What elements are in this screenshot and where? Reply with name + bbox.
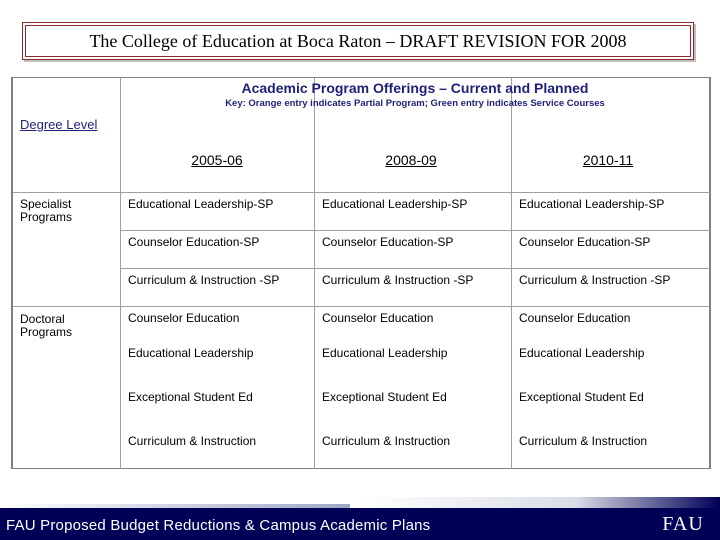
degree-level-label: Degree Level [20, 117, 98, 132]
program-cell: Counselor Education [322, 311, 434, 325]
group-label-doctoral: Doctoral Programs [20, 312, 73, 339]
program-cell: Educational Leadership [322, 346, 448, 360]
program-cell: Curriculum & Instruction -SP [519, 273, 671, 287]
table-divider [13, 306, 710, 307]
table-divider [511, 78, 512, 469]
fau-logo: FAU [662, 513, 704, 535]
program-cell: Curriculum & Instruction [519, 434, 648, 448]
program-cell: Curriculum & Instruction [322, 434, 451, 448]
program-cell: Educational Leadership-SP [519, 197, 665, 211]
program-cell: Educational Leadership-SP [322, 197, 468, 211]
year-header: 2008-09 [385, 152, 437, 168]
program-cell: Curriculum & Instruction -SP [322, 273, 474, 287]
year-header: 2005-06 [191, 152, 243, 168]
footer-accent [360, 497, 720, 508]
program-cell: Counselor Education [519, 311, 631, 325]
program-cell: Exceptional Student Ed [519, 390, 644, 404]
footer-text: FAU Proposed Budget Reductions & Campus Academic Plans [6, 517, 431, 534]
program-cell: Educational Leadership [519, 346, 645, 360]
table-divider [120, 268, 710, 269]
program-cell: Curriculum & Instruction -SP [128, 273, 280, 287]
year-header: 2010-11 [582, 152, 634, 168]
program-cell: Counselor Education-SP [322, 235, 454, 249]
program-cell: Curriculum & Instruction [128, 434, 257, 448]
program-cell: Counselor Education-SP [128, 235, 260, 249]
slide-title-text: The College of Education at Boca Raton – DRAFT REVISION FOR 2008 [89, 30, 627, 51]
program-cell: Counselor Education-SP [519, 235, 651, 249]
table-divider [120, 78, 121, 469]
program-cell: Exceptional Student Ed [322, 390, 447, 404]
table-divider [13, 192, 710, 193]
program-cell: Educational Leadership-SP [128, 197, 274, 211]
program-cell: Educational Leadership [128, 346, 254, 360]
color-key: Key: Orange entry indicates Partial Program; Green entry indicates Service Courses [225, 98, 605, 109]
program-cell: Counselor Education [128, 311, 240, 325]
slide-title [22, 22, 694, 60]
program-cell: Exceptional Student Ed [128, 390, 253, 404]
table-divider [120, 230, 710, 231]
table-heading: Academic Program Offerings – Current and Planned [241, 80, 589, 96]
table-divider [314, 78, 315, 469]
group-label-specialist: Specialist Programs [20, 197, 73, 224]
